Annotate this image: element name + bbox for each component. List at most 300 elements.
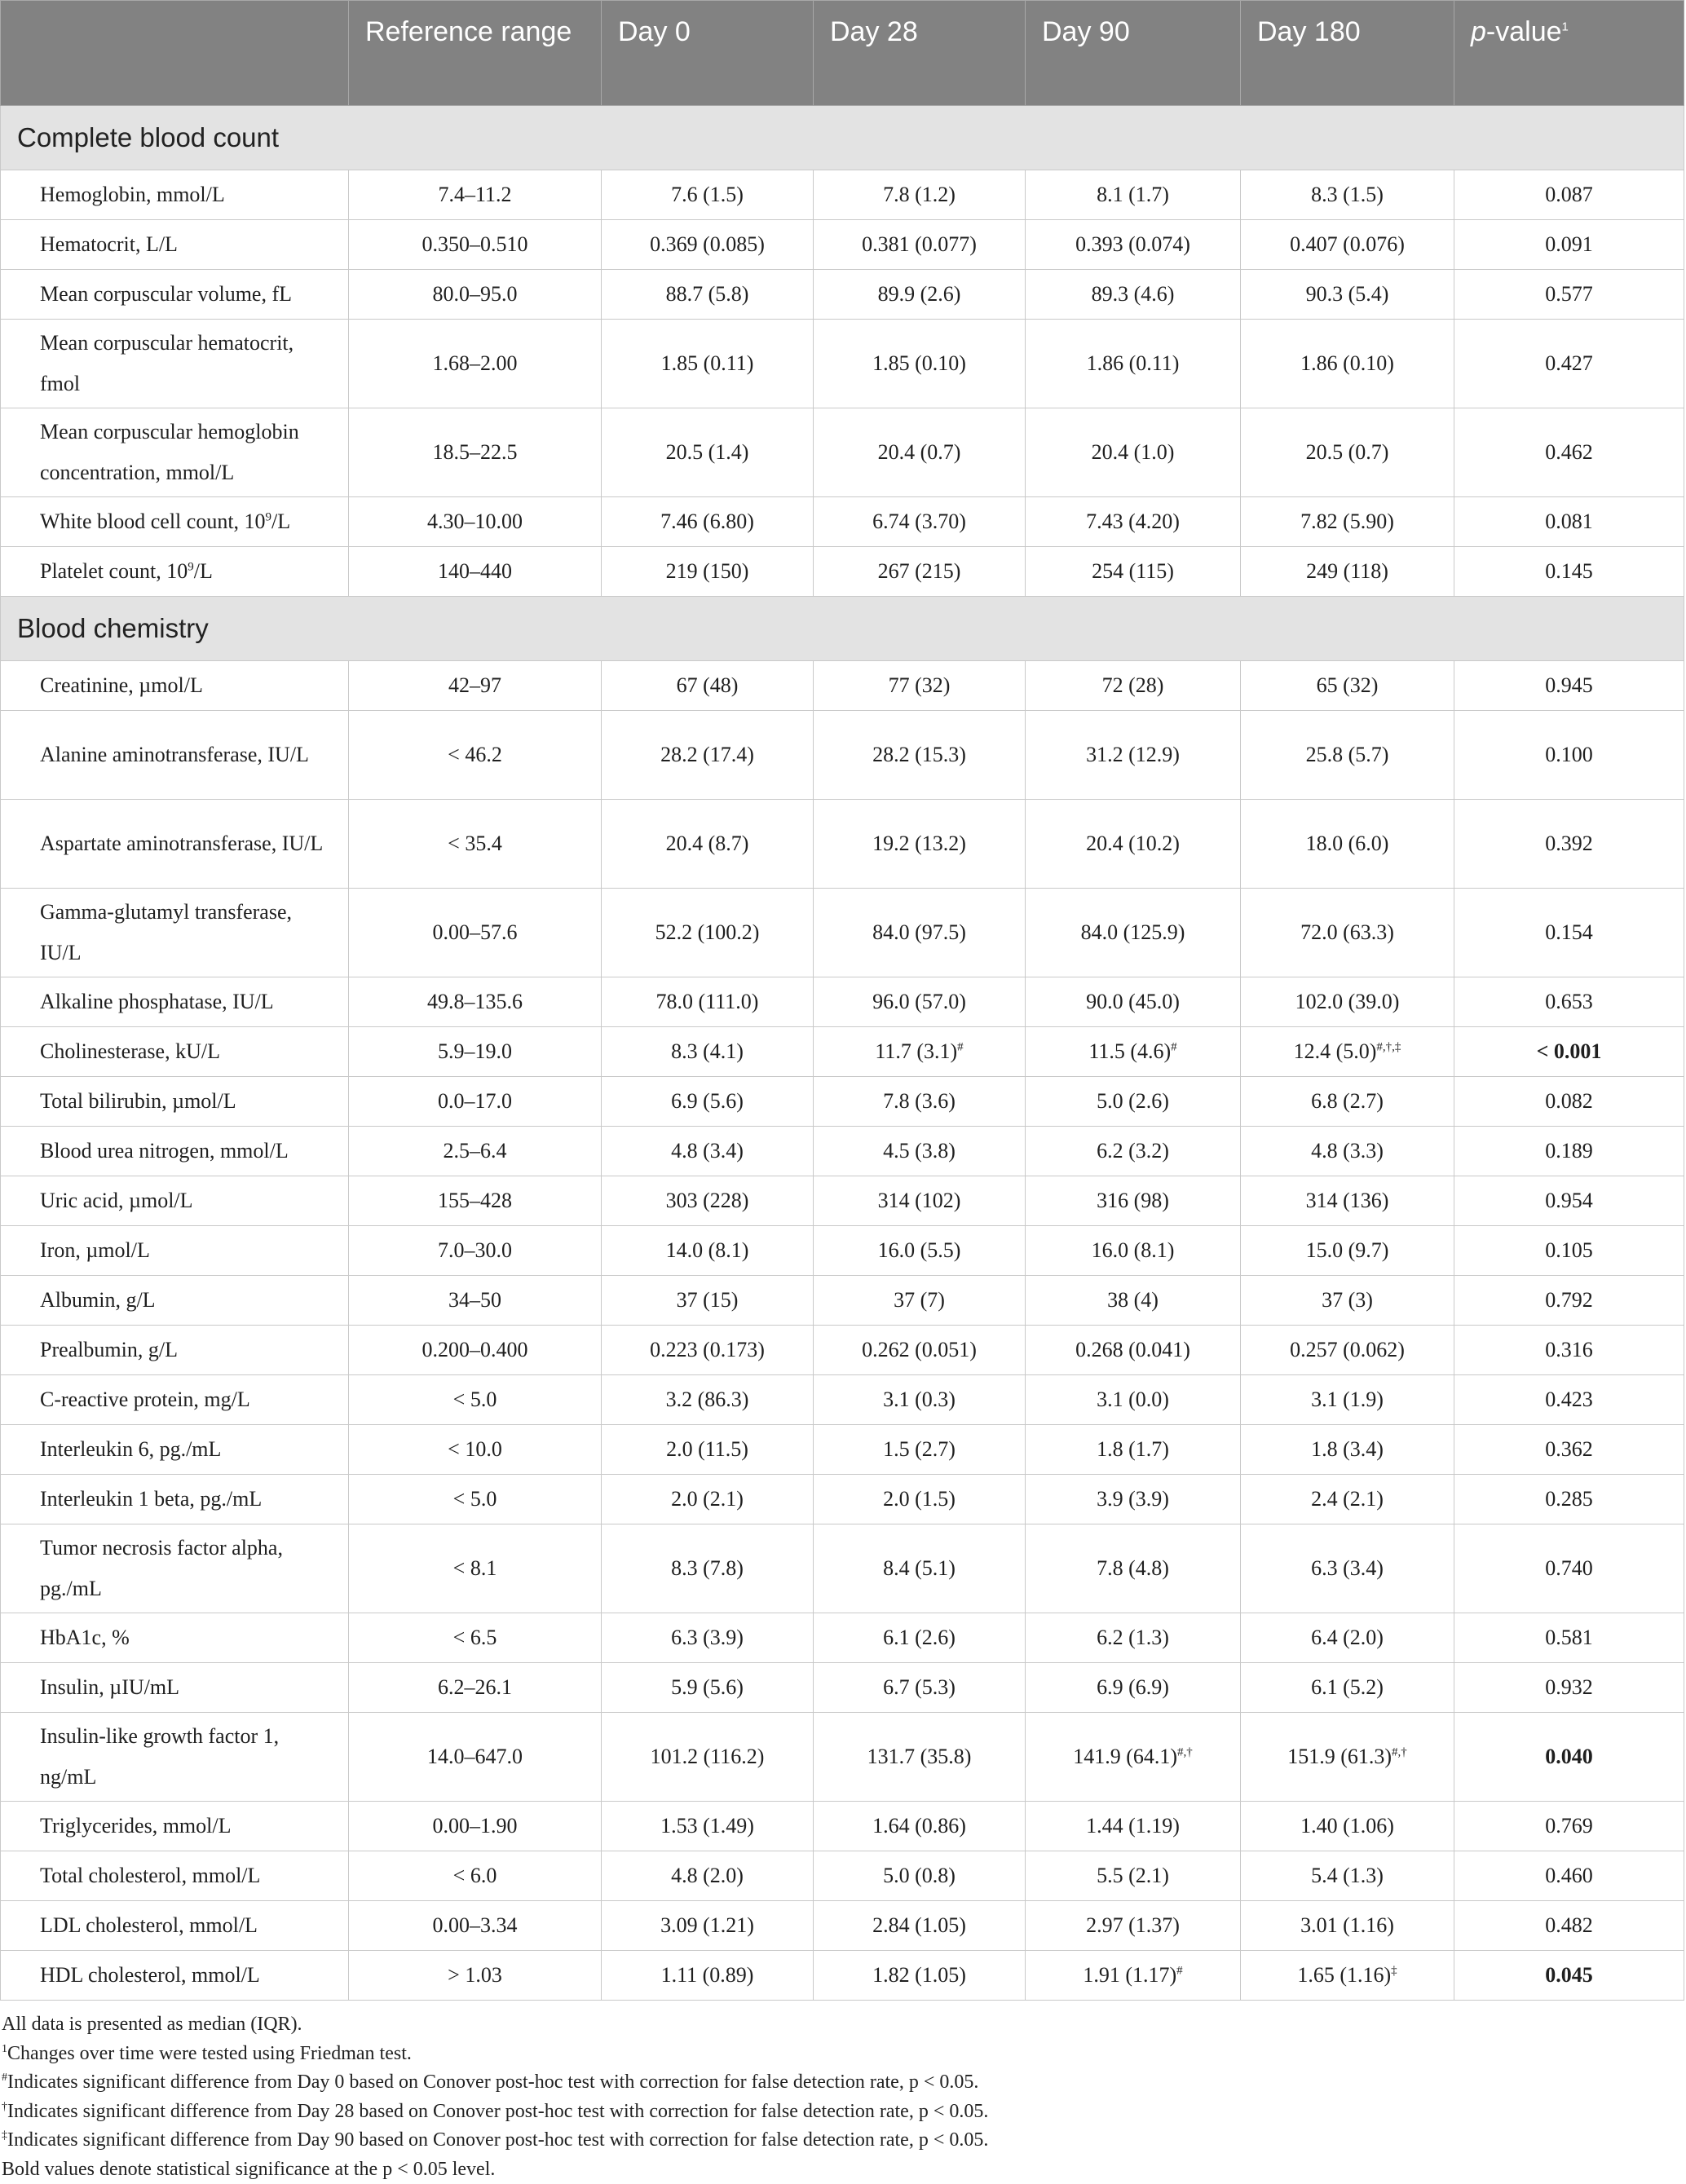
day-90-cell <box>1026 1663 1241 1713</box>
significance-marker: ‡ <box>1391 1964 1397 1978</box>
day-0-cell-value: 20.4 (8.7) <box>665 832 749 855</box>
p-value-cell <box>1454 1027 1684 1077</box>
day-28-cell-value: 89.9 (2.6) <box>877 282 961 306</box>
table-row <box>1 1851 1684 1901</box>
day-180-cell <box>1241 1027 1454 1077</box>
day-28-cell <box>814 1326 1026 1375</box>
row-label <box>1 170 349 220</box>
day-90-cell-value: 141.9 (64.1) <box>1073 1745 1178 1768</box>
day-90-cell-value: 20.4 (1.0) <box>1091 440 1175 464</box>
day-28-cell <box>814 1901 1026 1951</box>
day-0-cell-value: 303 (228) <box>665 1189 749 1212</box>
footnote <box>0 2155 1686 2184</box>
row-label <box>1 1901 349 1951</box>
header-cell-day-28: Day 28 <box>814 1 1026 106</box>
day-180-cell <box>1241 1127 1454 1176</box>
row-label-text: Interleukin 1 beta, pg./mL <box>40 1487 263 1511</box>
reference-range-cell <box>349 270 602 320</box>
reference-range-cell <box>349 1226 602 1276</box>
day-0-cell-value: 1.11 (0.89) <box>660 1963 754 1987</box>
day-28-cell-value: 0.381 (0.077) <box>862 232 977 256</box>
row-label-text: Uric acid, µmol/L <box>40 1189 193 1212</box>
p-value-cell-value: 0.581 <box>1545 1626 1593 1649</box>
p-value-cell-value: 0.653 <box>1545 990 1593 1013</box>
table-row <box>1 1127 1684 1176</box>
reference-range-cell-value: 1.68–2.00 <box>432 351 518 375</box>
reference-range-cell <box>349 1425 602 1475</box>
reference-range-cell-value: 0.00–1.90 <box>432 1814 518 1838</box>
day-90-cell-value: 254 (115) <box>1092 559 1174 583</box>
table-row <box>1 1425 1684 1475</box>
day-180-cell-value: 8.3 (1.5) <box>1311 183 1384 206</box>
day-28-cell-value: 28.2 (15.3) <box>872 743 966 766</box>
day-180-cell-value: 72.0 (63.3) <box>1300 920 1394 944</box>
row-label-text: Aspartate aminotransferase, IU/L <box>40 832 324 855</box>
day-90-cell-value: 7.43 (4.20) <box>1086 510 1180 533</box>
day-28-cell <box>814 1027 1026 1077</box>
day-90-cell <box>1026 170 1241 220</box>
reference-range-cell <box>349 1077 602 1127</box>
reference-range-cell <box>349 1276 602 1326</box>
table-row <box>1 661 1684 711</box>
row-label <box>1 800 349 889</box>
reference-range-cell <box>349 1326 602 1375</box>
day-90-cell <box>1026 1176 1241 1226</box>
day-28-cell <box>814 1226 1026 1276</box>
reference-range-cell-value: 5.9–19.0 <box>438 1039 512 1063</box>
row-label-text: LDL cholesterol, mmol/L <box>40 1913 258 1937</box>
row-label <box>1 889 349 977</box>
day-180-cell <box>1241 661 1454 711</box>
day-90-cell-value: 38 (4) <box>1107 1288 1159 1312</box>
row-label <box>1 661 349 711</box>
p-value-cell-value: 0.105 <box>1545 1238 1593 1262</box>
day-90-cell-value: 3.1 (0.0) <box>1097 1388 1169 1411</box>
day-180-cell <box>1241 1851 1454 1901</box>
day-180-cell-value: 102.0 (39.0) <box>1295 990 1400 1013</box>
day-90-cell-value: 3.9 (3.9) <box>1097 1487 1169 1511</box>
day-28-cell-value: 7.8 (3.6) <box>883 1089 956 1113</box>
p-value-cell-value: 0.932 <box>1545 1675 1593 1699</box>
reference-range-cell-value: 140–440 <box>438 559 512 583</box>
day-0-cell <box>602 1077 814 1127</box>
p-value-cell <box>1454 1475 1684 1524</box>
day-180-cell-value: 5.4 (1.3) <box>1311 1864 1384 1887</box>
day-180-cell <box>1241 1713 1454 1802</box>
row-label <box>1 711 349 800</box>
day-0-cell-value: 1.53 (1.49) <box>660 1814 754 1838</box>
day-90-cell-value: 84.0 (125.9) <box>1080 920 1185 944</box>
footnote-text: Indicates significant difference from Day 90 based on Conover post-hoc test with correction for false detection rate, p < 0.05. <box>7 2129 989 2151</box>
day-0-cell <box>602 1276 814 1326</box>
table-row <box>1 800 1684 889</box>
day-0-cell <box>602 1425 814 1475</box>
day-180-cell <box>1241 1326 1454 1375</box>
row-label-text: Mean corpuscular hemoglobin concentration, mmol/L <box>40 420 299 484</box>
day-90-cell <box>1026 220 1241 270</box>
row-label <box>1 1027 349 1077</box>
day-0-cell <box>602 1713 814 1802</box>
day-90-cell <box>1026 408 1241 497</box>
p-value-cell-value: 0.460 <box>1545 1864 1593 1887</box>
day-180-cell <box>1241 1276 1454 1326</box>
day-180-cell-value: 6.1 (5.2) <box>1311 1675 1384 1699</box>
day-28-cell <box>814 1475 1026 1524</box>
table-row <box>1 977 1684 1027</box>
day-28-cell-value: 77 (32) <box>888 673 951 697</box>
day-90-cell <box>1026 1613 1241 1663</box>
day-28-cell-value: 1.5 (2.7) <box>883 1437 956 1461</box>
p-value-cell <box>1454 1524 1684 1613</box>
day-90-cell <box>1026 1901 1241 1951</box>
reference-range-cell-value: < 46.2 <box>448 743 502 766</box>
table-row <box>1 1951 1684 2001</box>
day-180-cell-value: 3.1 (1.9) <box>1311 1388 1384 1411</box>
day-28-cell <box>814 1176 1026 1226</box>
p-value-cell <box>1454 1425 1684 1475</box>
day-28-cell <box>814 408 1026 497</box>
reference-range-cell-value: < 5.0 <box>452 1487 497 1511</box>
row-label <box>1 547 349 597</box>
day-180-cell <box>1241 1176 1454 1226</box>
table-row <box>1 711 1684 800</box>
day-0-cell-value: 3.2 (86.3) <box>665 1388 749 1411</box>
day-28-cell <box>814 1276 1026 1326</box>
day-90-cell <box>1026 1375 1241 1425</box>
day-180-cell-value: 15.0 (9.7) <box>1305 1238 1389 1262</box>
day-90-cell-value: 7.8 (4.8) <box>1097 1556 1169 1580</box>
row-label <box>1 1802 349 1851</box>
p-value-cell-value: 0.945 <box>1545 673 1593 697</box>
footnote-text: All data is presented as median (IQR). <box>2 2014 302 2035</box>
table-row <box>1 1276 1684 1326</box>
row-label <box>1 1176 349 1226</box>
day-0-cell-value: 2.0 (11.5) <box>666 1437 748 1461</box>
p-value-label: p-value <box>1471 16 1562 47</box>
day-90-cell-value: 1.8 (1.7) <box>1097 1437 1169 1461</box>
reference-range-cell-value: 18.5–22.5 <box>432 440 518 464</box>
day-28-cell <box>814 1713 1026 1802</box>
row-label-text: White blood cell count, 10 <box>40 510 266 533</box>
row-label-text: Alanine aminotransferase, IU/L <box>40 743 309 766</box>
day-0-cell-value: 3.09 (1.21) <box>660 1913 754 1937</box>
day-0-cell-value: 14.0 (8.1) <box>665 1238 749 1262</box>
header-cell-p-value <box>1454 1 1684 106</box>
row-label-text: Mean corpuscular volume, fL <box>40 282 293 306</box>
day-28-cell-value: 8.4 (5.1) <box>883 1556 956 1580</box>
p-value-cell-value: 0.427 <box>1545 351 1593 375</box>
day-180-cell <box>1241 1077 1454 1127</box>
day-180-cell-value: 6.3 (3.4) <box>1311 1556 1384 1580</box>
p-value-cell <box>1454 1802 1684 1851</box>
reference-range-cell-value: < 8.1 <box>452 1556 497 1580</box>
p-value-cell-value: 0.740 <box>1545 1556 1593 1580</box>
day-180-cell <box>1241 270 1454 320</box>
day-0-cell-value: 2.0 (2.1) <box>671 1487 744 1511</box>
p-value-cell <box>1454 1663 1684 1713</box>
reference-range-cell <box>349 889 602 977</box>
day-28-cell-value: 0.262 (0.051) <box>862 1338 977 1361</box>
reference-range-cell-value: 6.2–26.1 <box>438 1675 512 1699</box>
row-label <box>1 1375 349 1425</box>
day-180-cell-value: 0.407 (0.076) <box>1290 232 1405 256</box>
footnote <box>0 2040 1686 2069</box>
table-row <box>1 1375 1684 1425</box>
reference-range-cell-value: < 5.0 <box>452 1388 497 1411</box>
p-value-cell-value: 0.316 <box>1545 1338 1593 1361</box>
day-90-cell-value: 5.0 (2.6) <box>1097 1089 1169 1113</box>
day-0-cell <box>602 1127 814 1176</box>
day-0-cell-value: 7.6 (1.5) <box>671 183 744 206</box>
day-180-cell-value: 1.65 (1.16) <box>1297 1963 1392 1987</box>
reference-range-cell-value: 4.30–10.00 <box>427 510 523 533</box>
day-0-cell-value: 101.2 (116.2) <box>650 1745 765 1768</box>
footnote <box>0 2010 1686 2040</box>
p-value-cell <box>1454 1851 1684 1901</box>
reference-range-cell <box>349 408 602 497</box>
reference-range-cell-value: < 35.4 <box>448 832 502 855</box>
day-180-cell <box>1241 547 1454 597</box>
table-row <box>1 320 1684 408</box>
reference-range-cell-value: 7.4–11.2 <box>438 183 512 206</box>
day-28-cell <box>814 889 1026 977</box>
row-label-text: HbA1c, % <box>40 1626 130 1649</box>
day-90-cell <box>1026 1475 1241 1524</box>
row-label-text: HDL cholesterol, mmol/L <box>40 1963 260 1987</box>
day-0-cell <box>602 1375 814 1425</box>
row-label <box>1 220 349 270</box>
table-row <box>1 1613 1684 1663</box>
row-label-text: C-reactive protein, mg/L <box>40 1388 250 1411</box>
day-180-cell-value: 1.8 (3.4) <box>1311 1437 1384 1461</box>
table-row <box>1 1802 1684 1851</box>
reference-range-cell-value: 7.0–30.0 <box>438 1238 512 1262</box>
day-180-cell-value: 3.01 (1.16) <box>1300 1913 1394 1937</box>
p-value-cell <box>1454 547 1684 597</box>
p-value-cell-value: 0.285 <box>1545 1487 1593 1511</box>
day-90-cell-value: 5.5 (2.1) <box>1097 1864 1169 1887</box>
day-180-cell <box>1241 1475 1454 1524</box>
day-0-cell-value: 20.5 (1.4) <box>665 440 749 464</box>
p-value-cell-value: 0.045 <box>1545 1963 1593 1987</box>
p-value-cell <box>1454 1226 1684 1276</box>
day-90-cell <box>1026 977 1241 1027</box>
row-label <box>1 1127 349 1176</box>
day-90-cell <box>1026 889 1241 977</box>
day-28-cell-value: 3.1 (0.3) <box>883 1388 956 1411</box>
p-value-cell-value: 0.954 <box>1545 1189 1593 1212</box>
footnote-text: Indicates significant difference from Day 28 based on Conover post-hoc test with correction for false detection rate, p < 0.05. <box>7 2100 989 2122</box>
day-28-cell <box>814 1951 1026 2001</box>
day-90-cell <box>1026 1027 1241 1077</box>
reference-range-cell-value: 0.00–57.6 <box>432 920 518 944</box>
day-90-cell <box>1026 1276 1241 1326</box>
header-cell-reference-range: Reference range <box>349 1 602 106</box>
header-cell-day-0: Day 0 <box>602 1 814 106</box>
p-value-cell <box>1454 1713 1684 1802</box>
unit-tail: /L <box>271 510 291 533</box>
day-90-cell <box>1026 1713 1241 1802</box>
table-row <box>1 889 1684 977</box>
day-0-cell <box>602 320 814 408</box>
day-0-cell <box>602 661 814 711</box>
day-180-cell <box>1241 1951 1454 2001</box>
day-0-cell-value: 1.85 (0.11) <box>660 351 754 375</box>
day-180-cell-value: 249 (118) <box>1306 559 1388 583</box>
day-90-cell-value: 6.2 (3.2) <box>1097 1139 1169 1163</box>
day-0-cell-value: 28.2 (17.4) <box>660 743 754 766</box>
day-90-cell-value: 90.0 (45.0) <box>1086 990 1180 1013</box>
day-90-cell-value: 8.1 (1.7) <box>1097 183 1169 206</box>
row-label <box>1 1475 349 1524</box>
footnote-text: Bold values denote statistical significance at the p < 0.05 level. <box>2 2158 496 2180</box>
p-value-cell-value: 0.423 <box>1545 1388 1593 1411</box>
day-28-cell-value: 16.0 (5.5) <box>877 1238 961 1262</box>
reference-range-cell-value: < 6.5 <box>452 1626 497 1649</box>
day-180-cell <box>1241 408 1454 497</box>
footnote-marker: 1 <box>2 2042 7 2055</box>
significance-marker: #,† <box>1392 1745 1407 1759</box>
row-label-text: Total cholesterol, mmol/L <box>40 1864 261 1887</box>
row-label-text: Blood urea nitrogen, mmol/L <box>40 1139 289 1163</box>
p-value-cell-value: 0.769 <box>1545 1814 1593 1838</box>
day-180-cell-value: 25.8 (5.7) <box>1305 743 1389 766</box>
day-0-cell-value: 5.9 (5.6) <box>671 1675 744 1699</box>
day-28-cell <box>814 1802 1026 1851</box>
day-0-cell <box>602 1851 814 1901</box>
row-label <box>1 270 349 320</box>
header-cell-day-90: Day 90 <box>1026 1 1241 106</box>
table-row <box>1 1176 1684 1226</box>
p-value-cell <box>1454 977 1684 1027</box>
section-title: Blood chemistry <box>1 597 1684 661</box>
day-90-cell <box>1026 1425 1241 1475</box>
day-180-cell <box>1241 220 1454 270</box>
day-90-cell <box>1026 1851 1241 1901</box>
table-row <box>1 1524 1684 1613</box>
row-label-text: Gamma-glutamyl transferase, IU/L <box>40 900 292 964</box>
day-90-cell-value: 2.97 (1.37) <box>1086 1913 1180 1937</box>
day-0-cell <box>602 1326 814 1375</box>
footnote-marker: † <box>2 2100 7 2113</box>
row-label-text: Prealbumin, g/L <box>40 1338 178 1361</box>
day-90-cell <box>1026 1226 1241 1276</box>
day-0-cell <box>602 1901 814 1951</box>
p-value-cell <box>1454 800 1684 889</box>
day-0-cell <box>602 1226 814 1276</box>
footnote-marker: ‡ <box>2 2129 7 2142</box>
reference-range-cell <box>349 1375 602 1425</box>
day-28-cell-value: 6.1 (2.6) <box>883 1626 956 1649</box>
row-label <box>1 408 349 497</box>
reference-range-cell <box>349 1951 602 2001</box>
section-header-row <box>1 597 1684 661</box>
reference-range-cell <box>349 547 602 597</box>
day-0-cell-value: 8.3 (7.8) <box>671 1556 744 1580</box>
table-row <box>1 1663 1684 1713</box>
reference-range-cell-value: 0.200–0.400 <box>422 1338 528 1361</box>
day-28-cell <box>814 1613 1026 1663</box>
day-180-cell <box>1241 977 1454 1027</box>
day-28-cell <box>814 1524 1026 1613</box>
table-row <box>1 497 1684 547</box>
reference-range-cell-value: 0.350–0.510 <box>422 232 528 256</box>
day-180-cell <box>1241 1425 1454 1475</box>
day-0-cell-value: 0.369 (0.085) <box>650 232 765 256</box>
day-0-cell <box>602 1524 814 1613</box>
day-28-cell <box>814 800 1026 889</box>
reference-range-cell <box>349 661 602 711</box>
row-label-text: Triglycerides, mmol/L <box>40 1814 232 1838</box>
day-90-cell-value: 0.393 (0.074) <box>1075 232 1190 256</box>
day-90-cell-value: 6.9 (6.9) <box>1097 1675 1169 1699</box>
day-0-cell-value: 8.3 (4.1) <box>671 1039 744 1063</box>
p-value-cell-value: < 0.001 <box>1536 1039 1602 1063</box>
day-90-cell-value: 1.91 (1.17) <box>1083 1963 1177 1987</box>
day-0-cell <box>602 889 814 977</box>
reference-range-cell <box>349 497 602 547</box>
day-180-cell <box>1241 1375 1454 1425</box>
day-180-cell-value: 37 (3) <box>1322 1288 1373 1312</box>
day-0-cell-value: 78.0 (111.0) <box>655 990 759 1013</box>
row-label-text: Platelet count, 10 <box>40 559 188 583</box>
reference-range-cell <box>349 1524 602 1613</box>
day-28-cell <box>814 1663 1026 1713</box>
row-label-text: Mean corpuscular hematocrit, fmol <box>40 331 294 395</box>
section-header-row <box>1 106 1684 170</box>
footnote <box>0 2126 1686 2155</box>
p-value-cell <box>1454 1077 1684 1127</box>
day-28-cell-value: 267 (215) <box>877 559 961 583</box>
p-value-cell <box>1454 889 1684 977</box>
reference-range-cell <box>349 1663 602 1713</box>
day-0-cell-value: 67 (48) <box>676 673 739 697</box>
row-label-text: Alkaline phosphatase, IU/L <box>40 990 274 1013</box>
p-value-cell <box>1454 408 1684 497</box>
day-28-cell-value: 84.0 (97.5) <box>872 920 966 944</box>
day-28-cell <box>814 497 1026 547</box>
reference-range-cell <box>349 1475 602 1524</box>
reference-range-cell-value: < 10.0 <box>448 1437 502 1461</box>
day-180-cell <box>1241 497 1454 547</box>
reference-range-cell-value: 34–50 <box>448 1288 501 1312</box>
day-0-cell-value: 6.3 (3.9) <box>671 1626 744 1649</box>
significance-marker: # <box>1171 1040 1177 1054</box>
reference-range-cell <box>349 1176 602 1226</box>
reference-range-cell <box>349 1613 602 1663</box>
reference-range-cell <box>349 1901 602 1951</box>
p-value-cell-value: 0.462 <box>1545 440 1593 464</box>
table-row <box>1 1475 1684 1524</box>
row-label-text: Tumor necrosis factor alpha, pg./mL <box>40 1536 283 1600</box>
day-28-cell <box>814 711 1026 800</box>
day-28-cell-value: 2.84 (1.05) <box>872 1913 966 1937</box>
day-0-cell-value: 4.8 (2.0) <box>671 1864 744 1887</box>
day-90-cell-value: 316 (98) <box>1097 1189 1169 1212</box>
day-0-cell <box>602 547 814 597</box>
day-90-cell-value: 31.2 (12.9) <box>1086 743 1180 766</box>
day-180-cell <box>1241 170 1454 220</box>
day-180-cell <box>1241 1524 1454 1613</box>
p-value-cell <box>1454 1901 1684 1951</box>
table-row <box>1 547 1684 597</box>
p-value-cell-value: 0.792 <box>1545 1288 1593 1312</box>
exponent: 9 <box>188 560 194 574</box>
table-row <box>1 1027 1684 1077</box>
p-value-footnote-marker: 1 <box>1561 20 1569 34</box>
reference-range-cell <box>349 977 602 1027</box>
day-180-cell-value: 314 (136) <box>1305 1189 1389 1212</box>
